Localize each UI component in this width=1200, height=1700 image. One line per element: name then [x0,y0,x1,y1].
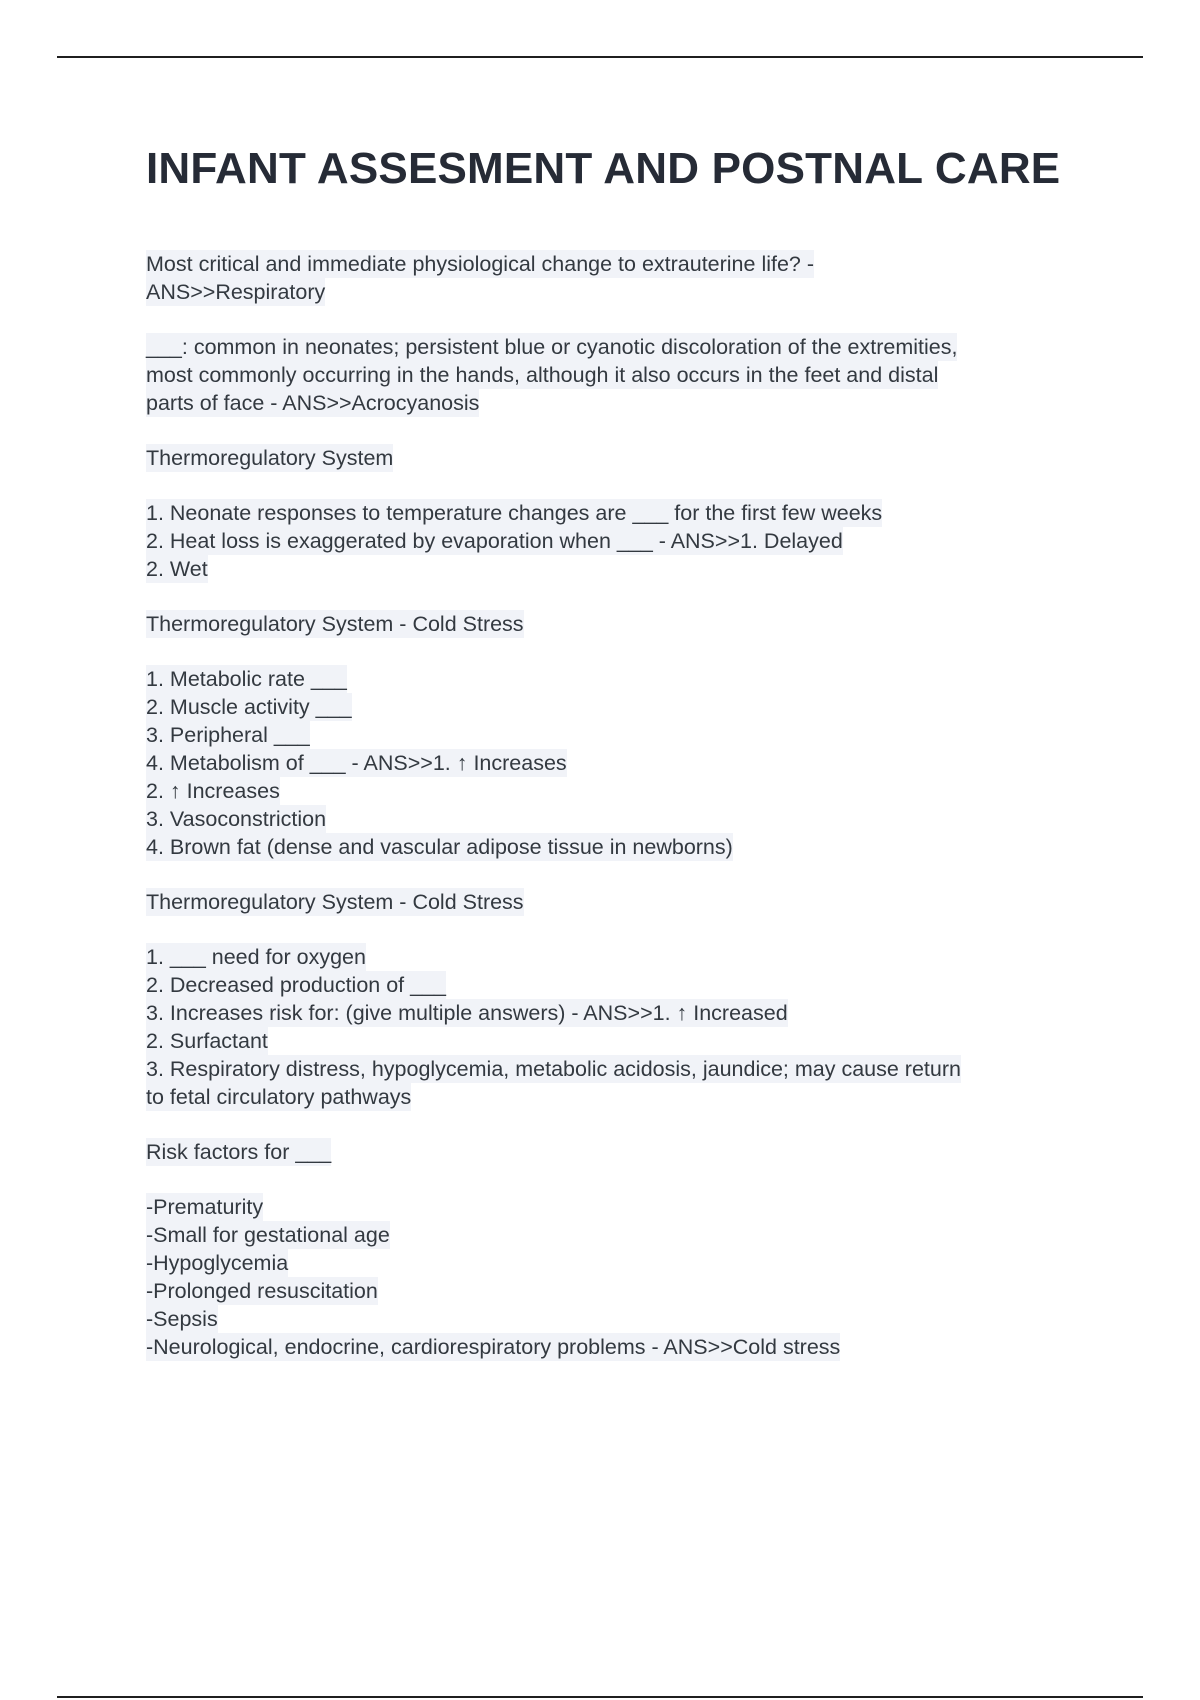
flashcard-text [146,665,1086,861]
text-line: -Prematurity [146,1195,264,1219]
flashcard-text [146,943,1086,1111]
text-line: -Hypoglycemia [146,1251,289,1275]
text-line: Thermoregulatory System [146,446,394,470]
flashcard-text [146,610,1086,638]
text-line: Thermoregulatory System - Cold Stress [146,612,524,636]
text-line: -Small for gestational age [146,1223,390,1247]
flashcard-text [146,444,1086,472]
text-line: 1. Neonate responses to temperature changes are ___ for the first few weeks [146,501,883,525]
flashcard-text [146,1193,1086,1361]
text-line: most commonly occurring in the hands, although it also occurs in the feet and distal [146,363,939,387]
flashcard-list [146,250,1086,1361]
text-line: -Sepsis [146,1307,218,1331]
text-line: -Neurological, endocrine, cardiorespiratory problems - ANS>>Cold stress [146,1335,841,1359]
header-divider [57,56,1143,58]
text-line: 3. Vasoconstriction [146,807,327,831]
text-line: 4. Metabolism of ___ - ANS>>1. ↑ Increases [146,751,567,775]
text-line: Risk factors for ___ [146,1140,332,1164]
document-body [146,140,1086,1388]
text-line: ___: common in neonates; persistent blue or cyanotic discoloration of the extremities, [146,335,958,359]
page-title: INFANT ASSESMENT AND POSTNAL CARE [146,144,1061,193]
flashcard-text [146,250,1086,306]
flashcard-text [146,888,1086,916]
text-line: 3. Respiratory distress, hypoglycemia, metabolic acidosis, jaundice; may cause return [146,1057,961,1081]
text-line: to fetal circulatory pathways [146,1085,412,1109]
text-line: 2. Decreased production of ___ [146,973,447,997]
text-line: ANS>>Respiratory [146,280,326,304]
text-line: 3. Peripheral ___ [146,723,310,747]
flashcard-text [146,333,1086,417]
text-line: 2. Wet [146,557,208,581]
footer-divider [57,1696,1143,1698]
text-line: parts of face - ANS>>Acrocyanosis [146,391,480,415]
flashcard-text [146,1138,1086,1166]
text-line: 3. Increases risk for: (give multiple answers) - ANS>>1. ↑ Increased [146,1001,788,1025]
text-line: 2. ↑ Increases [146,779,280,803]
text-line: Thermoregulatory System - Cold Stress [146,890,524,914]
text-line: 2. Heat loss is exaggerated by evaporation when ___ - ANS>>1. Delayed [146,529,843,553]
text-line: 1. Metabolic rate ___ [146,667,347,691]
text-line: 1. ___ need for oxygen [146,945,366,969]
flashcard-text [146,499,1086,583]
text-line: Most critical and immediate physiological change to extrauterine life? - [146,252,815,276]
text-line: -Prolonged resuscitation [146,1279,378,1303]
text-line: 4. Brown fat (dense and vascular adipose tissue in newborns) [146,835,733,859]
text-line: 2. Surfactant [146,1029,268,1053]
text-line: 2. Muscle activity ___ [146,695,352,719]
